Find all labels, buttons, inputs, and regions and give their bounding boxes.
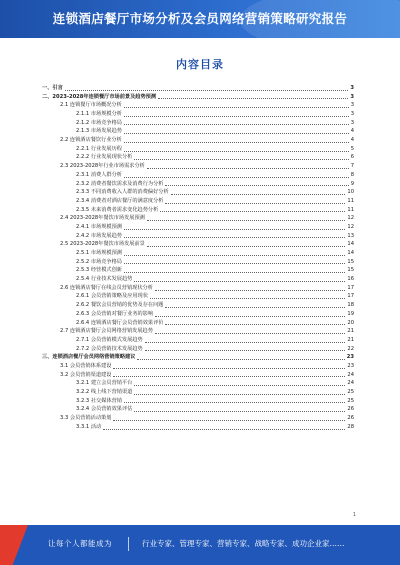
toc-leader-dots	[124, 116, 349, 117]
toc-entry-page: 3	[350, 93, 354, 100]
toc-entry-page: 22	[347, 345, 354, 352]
toc-entry-page: 15	[347, 267, 354, 274]
toc-entry-page: 24	[347, 371, 354, 378]
toc-entry[interactable]	[42, 197, 354, 206]
toc-entry[interactable]	[42, 119, 354, 128]
toc-leader-dots	[171, 194, 346, 195]
toc-leader-dots	[113, 368, 345, 369]
toc-entry-page: 20	[347, 319, 354, 326]
toc-entry[interactable]	[42, 353, 354, 362]
toc-leader-dots	[145, 350, 346, 351]
toc-entry-title: 2.3.4 消费者对酒店餐厅的满意度分析	[76, 197, 164, 204]
toc-entry-page: 17	[347, 293, 354, 300]
toc-entry-title: 2.4.1 市场规模预测	[76, 223, 122, 230]
toc-entry-title: 3.2.3 社交媒体营销	[76, 397, 122, 404]
toc-leader-dots	[155, 316, 345, 317]
toc-entry-page: 26	[347, 415, 354, 422]
toc-entry[interactable]	[42, 319, 354, 328]
toc-entry-title: 2.5.3 经营模式创新	[76, 267, 122, 274]
toc-entry[interactable]	[42, 162, 354, 171]
toc-entry-title: 2.7.1 会员营销模式发展趋势	[76, 336, 143, 343]
toc-entry-page: 21	[347, 336, 354, 343]
toc-entry-title: 2.1.2 市场竞争格局	[76, 119, 122, 126]
toc-leader-dots	[124, 229, 345, 230]
toc-entry-page: 15	[347, 258, 354, 265]
toc-entry-page: 3	[350, 111, 354, 118]
toc-entry-title: 2.6.1 会员营销策略及应用现状	[76, 293, 148, 300]
toc-entry[interactable]	[42, 397, 354, 406]
footer-tagline: 行业专家、管理专家、营销专家、战略专家、成功企业家……	[142, 539, 345, 548]
toc-entry[interactable]	[42, 214, 354, 223]
toc-entry-page: 23	[347, 362, 354, 369]
toc-entry[interactable]	[42, 379, 354, 388]
table-of-contents	[42, 84, 354, 432]
toc-entry-title: 2.3.2 消费者餐饮需求及消费行为分析	[76, 180, 164, 187]
toc-entry-title: 2.3 2023-2028年行业市场需求分析	[60, 163, 145, 170]
toc-entry-title: 2.5.2 市场竞争格局	[76, 258, 122, 265]
toc-leader-dots	[134, 281, 345, 282]
toc-leader-dots	[165, 307, 345, 308]
toc-entry-page: 24	[347, 380, 354, 387]
toc-entry-title: 2.3.1 消费人群分析	[76, 171, 122, 178]
toc-entry[interactable]	[42, 405, 354, 414]
toc-entry[interactable]	[42, 362, 354, 371]
toc-entry-title: 2.2.2 行业发展现状分析	[76, 154, 133, 161]
toc-leader-dots	[124, 177, 349, 178]
toc-entry-page: 6	[350, 154, 354, 161]
toc-entry-title: 2.3.5 未来消费者需求变化趋势分析	[76, 206, 159, 213]
toc-entry[interactable]	[42, 284, 354, 293]
toc-entry[interactable]	[42, 154, 354, 163]
toc-entry-title: 二、2023-2028年连锁餐厅市场前景及趋势预测	[42, 93, 157, 100]
toc-leader-dots	[134, 385, 345, 386]
toc-entry[interactable]	[42, 258, 354, 267]
toc-entry[interactable]	[42, 232, 354, 241]
toc-entry-page: 26	[347, 406, 354, 413]
toc-entry[interactable]	[42, 345, 354, 354]
toc-leader-dots	[124, 272, 345, 273]
toc-entry-page: 11	[347, 206, 354, 213]
toc-entry-page: 21	[347, 328, 354, 335]
toc-heading: 内容目录	[176, 58, 224, 71]
toc-entry[interactable]	[42, 93, 354, 102]
toc-entry-page: 9	[350, 180, 354, 187]
toc-entry[interactable]	[42, 388, 354, 397]
toc-entry-title: 3.2 会员营销渠道建设	[60, 371, 112, 378]
toc-entry[interactable]	[42, 110, 354, 119]
toc-entry[interactable]	[42, 188, 354, 197]
toc-leader-dots	[147, 168, 349, 169]
toc-entry-title: 2.6.2 餐饮会员营销的优势及存在问题	[76, 302, 164, 309]
toc-entry-title: 2.2 连锁酒店餐饮行业分析	[60, 137, 122, 144]
toc-entry-title: 2.6 连锁酒店餐厅在线会员营销现状分析	[60, 284, 153, 291]
toc-leader-dots	[165, 185, 348, 186]
toc-entry-title: 3.3 会员营销活动策划	[60, 415, 112, 422]
toc-entry-title: 2.7.2 会员营销技术发展趋势	[76, 345, 143, 352]
toc-leader-dots	[124, 107, 349, 108]
toc-entry[interactable]	[42, 275, 354, 284]
toc-entry-title: 3.1 会员营销体系建设	[60, 362, 112, 369]
footer-accent-shape	[0, 525, 28, 565]
toc-entry-title: 2.1.3 市场发展趋势	[76, 128, 122, 135]
toc-entry-page: 3	[350, 84, 354, 91]
toc-entry[interactable]	[42, 136, 354, 145]
toc-entry-page: 7	[350, 163, 354, 170]
toc-entry-page: 12	[347, 223, 354, 230]
footer-divider	[128, 537, 129, 551]
toc-entry-title: 2.4 2023-2028年餐饮市场发展预测	[60, 215, 145, 222]
toc-entry[interactable]	[42, 101, 354, 110]
page-number: 1	[352, 512, 356, 518]
toc-leader-dots	[103, 429, 345, 430]
toc-entry[interactable]	[42, 293, 354, 302]
toc-entry-title: 2.2.1 行业发展历程	[76, 145, 122, 152]
toc-leader-dots	[113, 376, 345, 377]
toc-entry[interactable]	[42, 171, 354, 180]
toc-entry[interactable]	[42, 180, 354, 189]
toc-entry-page: 17	[347, 284, 354, 291]
toc-entry-title: 一、引言	[42, 84, 63, 91]
toc-leader-dots	[134, 394, 345, 395]
toc-leader-dots	[145, 342, 346, 343]
toc-leader-dots	[134, 411, 345, 412]
toc-entry-page: 3	[350, 102, 354, 109]
toc-entry-title: 3.2.4 会员营销效果评估	[76, 406, 133, 413]
toc-entry-page: 11	[347, 197, 354, 204]
toc-leader-dots	[124, 124, 349, 125]
toc-entry[interactable]	[42, 84, 354, 93]
toc-entry-page: 14	[347, 250, 354, 257]
toc-entry-title: 2.4.2 市场发展趋势	[76, 232, 122, 239]
toc-entry[interactable]	[42, 336, 354, 345]
toc-leader-dots	[165, 203, 345, 204]
toc-entry-page: 19	[347, 310, 354, 317]
toc-leader-dots	[124, 142, 349, 143]
toc-entry[interactable]	[42, 327, 354, 336]
toc-leader-dots	[147, 246, 346, 247]
toc-entry-title: 2.5 2023-2028年餐饮市场发展前景	[60, 241, 145, 248]
toc-entry-page: 25	[347, 389, 354, 396]
toc-entry[interactable]	[42, 423, 354, 432]
toc-entry-page: 28	[347, 423, 354, 430]
toc-leader-dots	[147, 220, 346, 221]
toc-leader-dots	[124, 263, 345, 264]
toc-leader-dots	[113, 420, 345, 421]
toc-entry-page: 3	[350, 119, 354, 126]
toc-leader-dots	[158, 98, 348, 99]
toc-entry-page: 16	[347, 276, 354, 283]
toc-leader-dots	[124, 402, 345, 403]
toc-entry-page: 13	[347, 232, 354, 239]
footer-slogan: 让每个人都能成为	[48, 539, 112, 548]
footer-banner	[0, 525, 400, 565]
report-header	[0, 0, 400, 38]
toc-entry-title: 3.2.1 建立会员营销平台	[76, 380, 133, 387]
toc-entry-page: 4	[350, 137, 354, 144]
toc-entry[interactable]	[42, 301, 354, 310]
toc-leader-dots	[155, 333, 345, 334]
toc-entry-title: 2.7 连锁酒店餐厅会员网络营销发展趋势	[60, 328, 153, 335]
toc-leader-dots	[124, 133, 349, 134]
toc-leader-dots	[150, 298, 345, 299]
toc-entry-title: 2.6.4 连锁酒店餐厅会员营销效果评价	[76, 319, 164, 326]
toc-entry-title: 3.2.2 线上线下营销渠道	[76, 389, 133, 396]
toc-entry-title: 2.5.4 行业技术发展趋势	[76, 276, 133, 283]
toc-leader-dots	[124, 255, 345, 256]
toc-leader-dots	[134, 159, 348, 160]
toc-entry-page: 8	[350, 171, 354, 178]
report-title: 连锁酒店餐厅市场分析及会员网络营销策略研究报告	[52, 11, 348, 26]
toc-leader-dots	[124, 237, 345, 238]
toc-entry-title: 三、连锁酒店餐厅会员网络营销策略建议	[42, 354, 136, 361]
toc-entry[interactable]	[42, 223, 354, 232]
toc-entry[interactable]	[42, 240, 354, 249]
toc-entry[interactable]	[42, 206, 354, 215]
toc-entry-title: 2.3.3 不同消费收入人群的消费偏好分析	[76, 189, 169, 196]
toc-leader-dots	[165, 324, 345, 325]
toc-leader-dots	[124, 151, 349, 152]
toc-entry-title: 2.5.1 市场规模预测	[76, 250, 122, 257]
toc-leader-dots	[65, 90, 349, 91]
toc-entry-page: 14	[347, 241, 354, 248]
toc-entry-page: 18	[347, 302, 354, 309]
toc-entry-page: 25	[347, 397, 354, 404]
toc-entry-page: 4	[350, 128, 354, 135]
toc-entry[interactable]	[42, 249, 354, 258]
toc-entry[interactable]	[42, 145, 354, 154]
toc-entry-title: 2.1 连锁餐厅市场概况分析	[60, 102, 122, 109]
toc-entry[interactable]	[42, 266, 354, 275]
toc-entry[interactable]	[42, 414, 354, 423]
toc-entry-title: 2.6.3 会员营销对餐厅业务的影响	[76, 310, 154, 317]
toc-leader-dots	[160, 211, 345, 212]
toc-entry[interactable]	[42, 371, 354, 380]
toc-leader-dots	[137, 359, 344, 360]
toc-entry-page: 5	[350, 145, 354, 152]
toc-entry-page: 12	[347, 215, 354, 222]
toc-entry-page: 23	[346, 354, 354, 361]
toc-entry[interactable]	[42, 127, 354, 136]
toc-entry-title: 2.1.1 市场规模分析	[76, 111, 122, 118]
toc-entry[interactable]	[42, 310, 354, 319]
toc-leader-dots	[155, 290, 345, 291]
toc-entry-title: 3.3.1 活动	[76, 423, 102, 430]
toc-entry-page: 10	[347, 189, 354, 196]
